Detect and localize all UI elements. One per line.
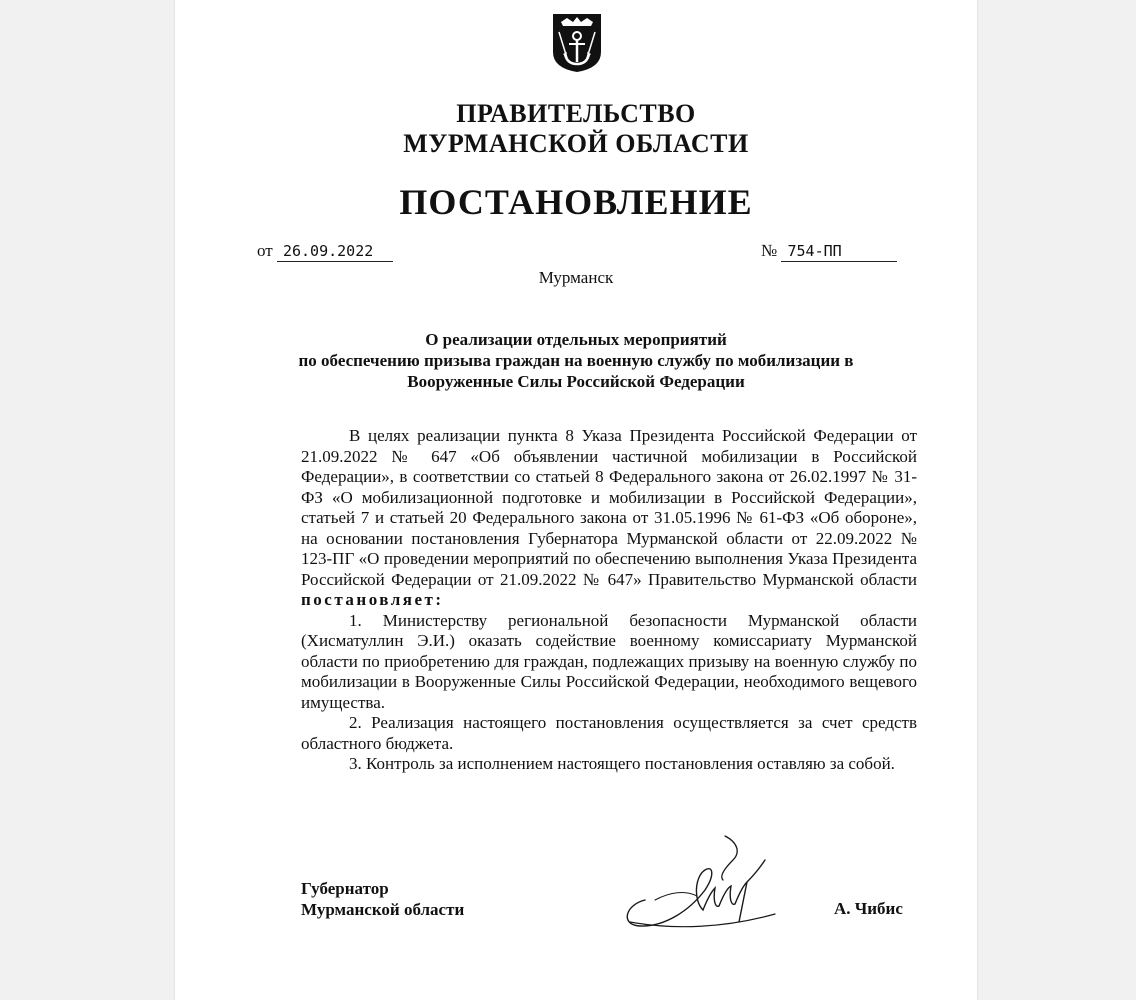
signatory-name: А. Чибис xyxy=(834,899,903,918)
decides-keyword: постановляет: xyxy=(301,590,444,609)
title-line2: по обеспечению призыва граждан на военную службу по мобилизации в xyxy=(298,351,854,370)
number-label: № xyxy=(761,241,778,260)
signatory-position xyxy=(301,878,464,920)
date-field xyxy=(257,241,393,262)
title-line3: Вооруженные Силы Российской Федерации xyxy=(407,372,745,391)
coat-of-arms-icon xyxy=(551,12,603,74)
left-margin-background xyxy=(0,0,175,1000)
city: Мурманск xyxy=(538,268,614,287)
position-line1: Губернатор xyxy=(301,879,389,898)
government-title-line1: ПРАВИТЕЛЬСТВО xyxy=(456,99,696,128)
number-field xyxy=(761,241,897,262)
item-3: 3. Контроль за исполнением настоящего постановления оставляю за собой. xyxy=(349,754,895,773)
position-line2: Мурманской области xyxy=(301,900,465,919)
date-value: 26.09.2022 xyxy=(277,242,393,262)
government-title-line2: МУРМАНСКОЙ ОБЛАСТИ xyxy=(403,129,749,158)
document-page xyxy=(175,0,977,1000)
intro-paragraph xyxy=(301,426,917,611)
item-1: 1. Министерству региональной безопасности Мурманской области (Хисматуллин Э.И.) оказать содействие военному комиссариату Мурманской области по приобретению для граждан, подлежащих призыву на военную службу по мобилизации в Вооруженные Силы Российской Федерации, необходимого вещевого имущества. xyxy=(301,610,917,712)
item-2: 2. Реализация настоящего постановления осуществляется за счет средств областного бюджета. xyxy=(301,713,917,753)
document-body xyxy=(301,426,917,775)
document-title xyxy=(175,329,977,392)
title-line1: О реализации отдельных мероприятий xyxy=(425,330,727,349)
document-type: ПОСТАНОВЛЕНИЕ xyxy=(399,182,753,222)
intro-text: В целях реализации пункта 8 Указа Президента Российской Федерации от 21.09.2022 № 647 «Об объявлении частичной мобилизации в Российской Федерации», в соответствии со статьей 8 Федерального закона от 26.02.1997 № 31-ФЗ «О мобилизационной подготовке и мобилизации в Российской Федерации», статьей 7 и статьей 20 Федерального закона от 31.05.1996 № 61-ФЗ «Об обороне», на основании постановления Губернатора Мурманской области от 22.09.2022 № 123-ПГ «О проведении мероприятий по обеспечению выполнения Указа Президента Российской Федерации от 21.09.2022 № 647» Правительство Мурманской области xyxy=(301,426,917,589)
handwritten-signature xyxy=(615,830,785,940)
right-margin-background xyxy=(977,0,1136,1000)
date-label: от xyxy=(257,241,273,260)
number-value: 754-ПП xyxy=(781,242,897,262)
